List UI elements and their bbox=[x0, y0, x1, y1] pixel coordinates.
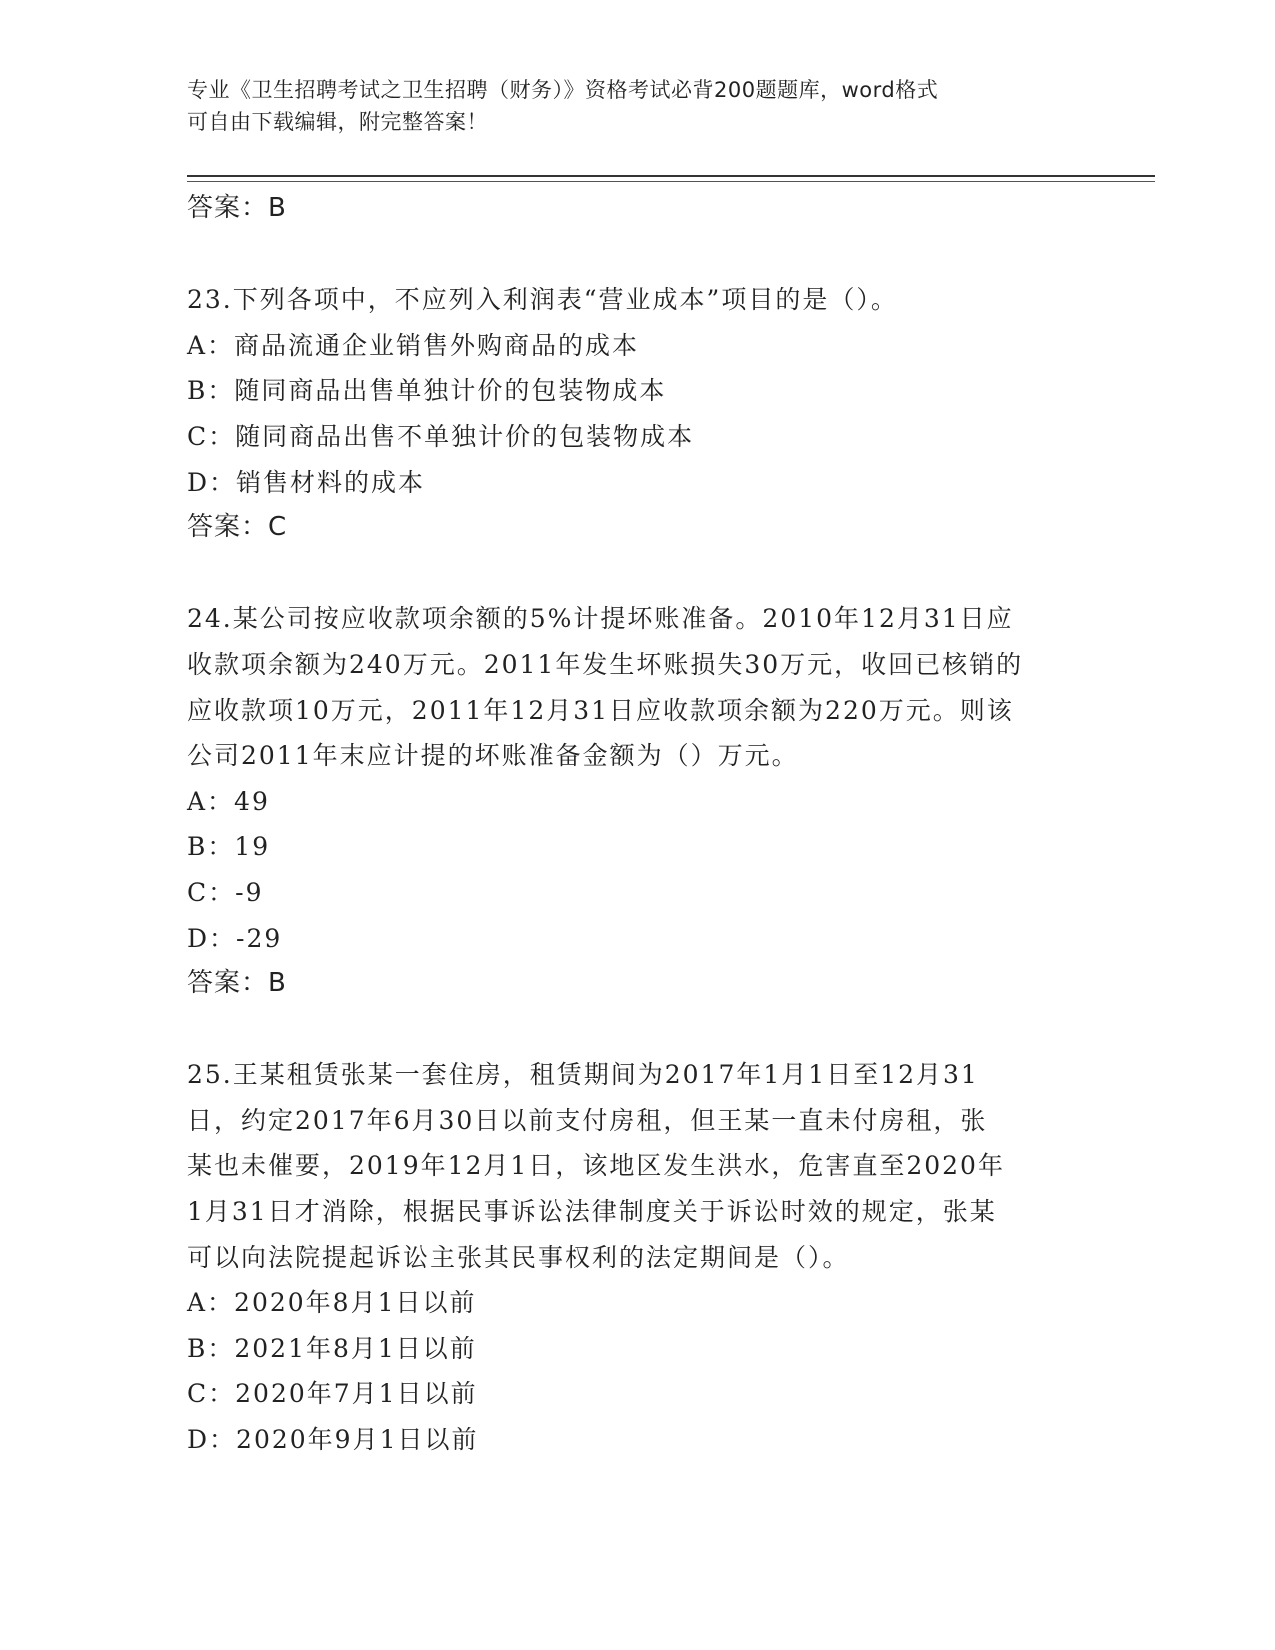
option-a: A：商品流通企业销售外购商品的成本 bbox=[187, 330, 640, 360]
question-text-line: 23.下列各项中，不应列入利润表“营业成本”项目的是（）。 bbox=[187, 285, 898, 315]
option-a: A：2020年8月1日以前 bbox=[187, 1288, 477, 1318]
question-24 bbox=[187, 596, 1087, 1006]
answer: 答案：C bbox=[187, 512, 288, 543]
question-text-line: 某也未催要，2019年12月1日，该地区发生洪水，危害直至2020年 bbox=[187, 1151, 1005, 1181]
question-text-line: 应收款项10万元，2011年12月31日应收款项余额为220万元。则该 bbox=[187, 695, 1014, 725]
question-text-line: 可以向法院提起诉讼主张其民事权利的法定期间是（）。 bbox=[187, 1242, 850, 1272]
question-25 bbox=[187, 1052, 1087, 1462]
option-b: B：19 bbox=[187, 832, 271, 862]
previous-answer: 答案：B bbox=[187, 193, 287, 223]
document-header bbox=[187, 74, 1067, 138]
question-23 bbox=[187, 277, 1087, 551]
option-c: C：随同商品出售不单独计价的包装物成本 bbox=[187, 421, 695, 451]
header-divider-thin bbox=[187, 181, 1155, 182]
question-text-line: 日，约定2017年6月30日以前支付房租，但王某一直未付房租，张 bbox=[187, 1105, 988, 1135]
question-text-line: 24.某公司按应收款项余额的5%计提坏账准备。2010年12月31日应 bbox=[187, 604, 1014, 634]
question-text-line: 25.王某租赁张某一套住房，租赁期间为2017年1月1日至12月31 bbox=[187, 1060, 979, 1090]
spacer bbox=[187, 1007, 1087, 1053]
question-text-line: 公司2011年末应计提的坏账准备金额为（）万元。 bbox=[187, 741, 799, 771]
question-text-line: 收款项余额为240万元。2011年发生坏账损失30万元，收回已核销的 bbox=[187, 649, 1024, 679]
header-line-2: 可自由下载编辑，附完整答案！ bbox=[187, 110, 488, 134]
answer: 答案：B bbox=[187, 968, 287, 999]
header-divider-thick bbox=[187, 175, 1155, 177]
option-a: A：49 bbox=[187, 786, 270, 816]
spacer bbox=[187, 232, 1087, 278]
spacer bbox=[187, 551, 1087, 597]
option-d: D：2020年9月1日以前 bbox=[187, 1425, 479, 1455]
document-body bbox=[187, 186, 1087, 1463]
question-text-line: 1月31日才消除，根据民事诉讼法律制度关于诉讼时效的规定，张某 bbox=[187, 1197, 997, 1227]
option-d: D：销售材料的成本 bbox=[187, 467, 426, 497]
option-c: C：-9 bbox=[187, 877, 264, 907]
option-b: B：随同商品出售单独计价的包装物成本 bbox=[187, 376, 667, 406]
header-line-1: 专业《卫生招聘考试之卫生招聘（财务）》资格考试必背200题题库，word格式 bbox=[187, 78, 939, 102]
option-d: D：-29 bbox=[187, 923, 283, 953]
option-b: B：2021年8月1日以前 bbox=[187, 1333, 477, 1363]
option-c: C：2020年7月1日以前 bbox=[187, 1379, 478, 1409]
